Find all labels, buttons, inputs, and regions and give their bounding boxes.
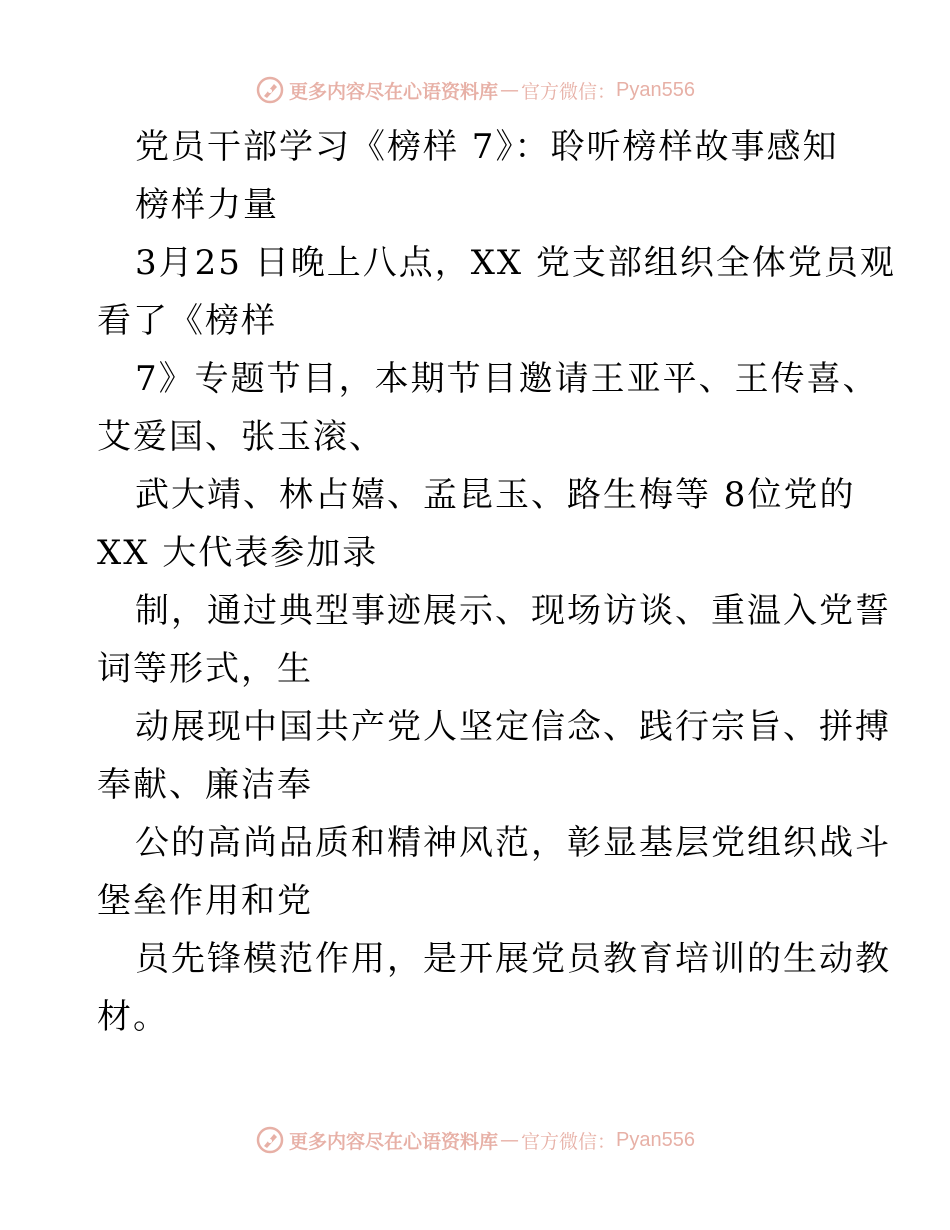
watermark-wechat-label: 官方微信： bbox=[521, 80, 617, 103]
text-line: 员先锋模范作用，是开展党员教育培训的生动教 bbox=[135, 939, 891, 979]
text-line: 看了《榜样 bbox=[97, 301, 277, 341]
watermark-wechat-id: Pyan556 bbox=[616, 1128, 695, 1151]
watermark-dash: — bbox=[500, 79, 520, 101]
text-line: 3月25 日晚上八点，XX 党支部组织全体党员观 bbox=[135, 243, 896, 283]
text-line: 堡垒作用和党 bbox=[97, 881, 313, 921]
text-line: 材。 bbox=[97, 997, 169, 1037]
text-line: 武大靖、林占嬉、孟昆玉、路生梅等 8位党的 bbox=[135, 475, 856, 515]
footer-watermark bbox=[0, 1122, 950, 1158]
watermark-wechat-label: 官方微信： bbox=[521, 1130, 617, 1153]
header-watermark bbox=[0, 72, 950, 108]
text-line: 词等形式，生 bbox=[97, 649, 313, 689]
text-line: 榜样力量 bbox=[135, 185, 279, 225]
document-body bbox=[97, 118, 896, 1046]
text-line: 7》专题节目，本期节目邀请王亚平、王传喜、 bbox=[135, 359, 879, 399]
watermark-site-text: 更多内容尽在心语资料库 bbox=[289, 80, 499, 103]
text-line: 艾爱国、张玉滚、 bbox=[97, 417, 385, 457]
text-line: 动展现中国共产党人坚定信念、践行宗旨、拼搏 bbox=[135, 707, 891, 747]
text-line: 制，通过典型事迹展示、现场访谈、重温入党誓 bbox=[135, 591, 891, 631]
text-line: 奉献、廉洁奉 bbox=[97, 765, 313, 805]
text-line: 公的高尚品质和精神风范，彰显基层党组织战斗 bbox=[135, 823, 891, 863]
pen-nib-logo-icon bbox=[255, 75, 285, 105]
watermark-wechat-id: Pyan556 bbox=[616, 78, 695, 101]
pen-nib-logo-icon bbox=[255, 1125, 285, 1155]
watermark-site-text: 更多内容尽在心语资料库 bbox=[289, 1130, 499, 1153]
text-line: 党员干部学习《榜样 7》：聆听榜样故事感知 bbox=[135, 127, 839, 167]
watermark-dash: — bbox=[500, 1129, 520, 1151]
text-line: XX 大代表参加录 bbox=[97, 533, 379, 573]
